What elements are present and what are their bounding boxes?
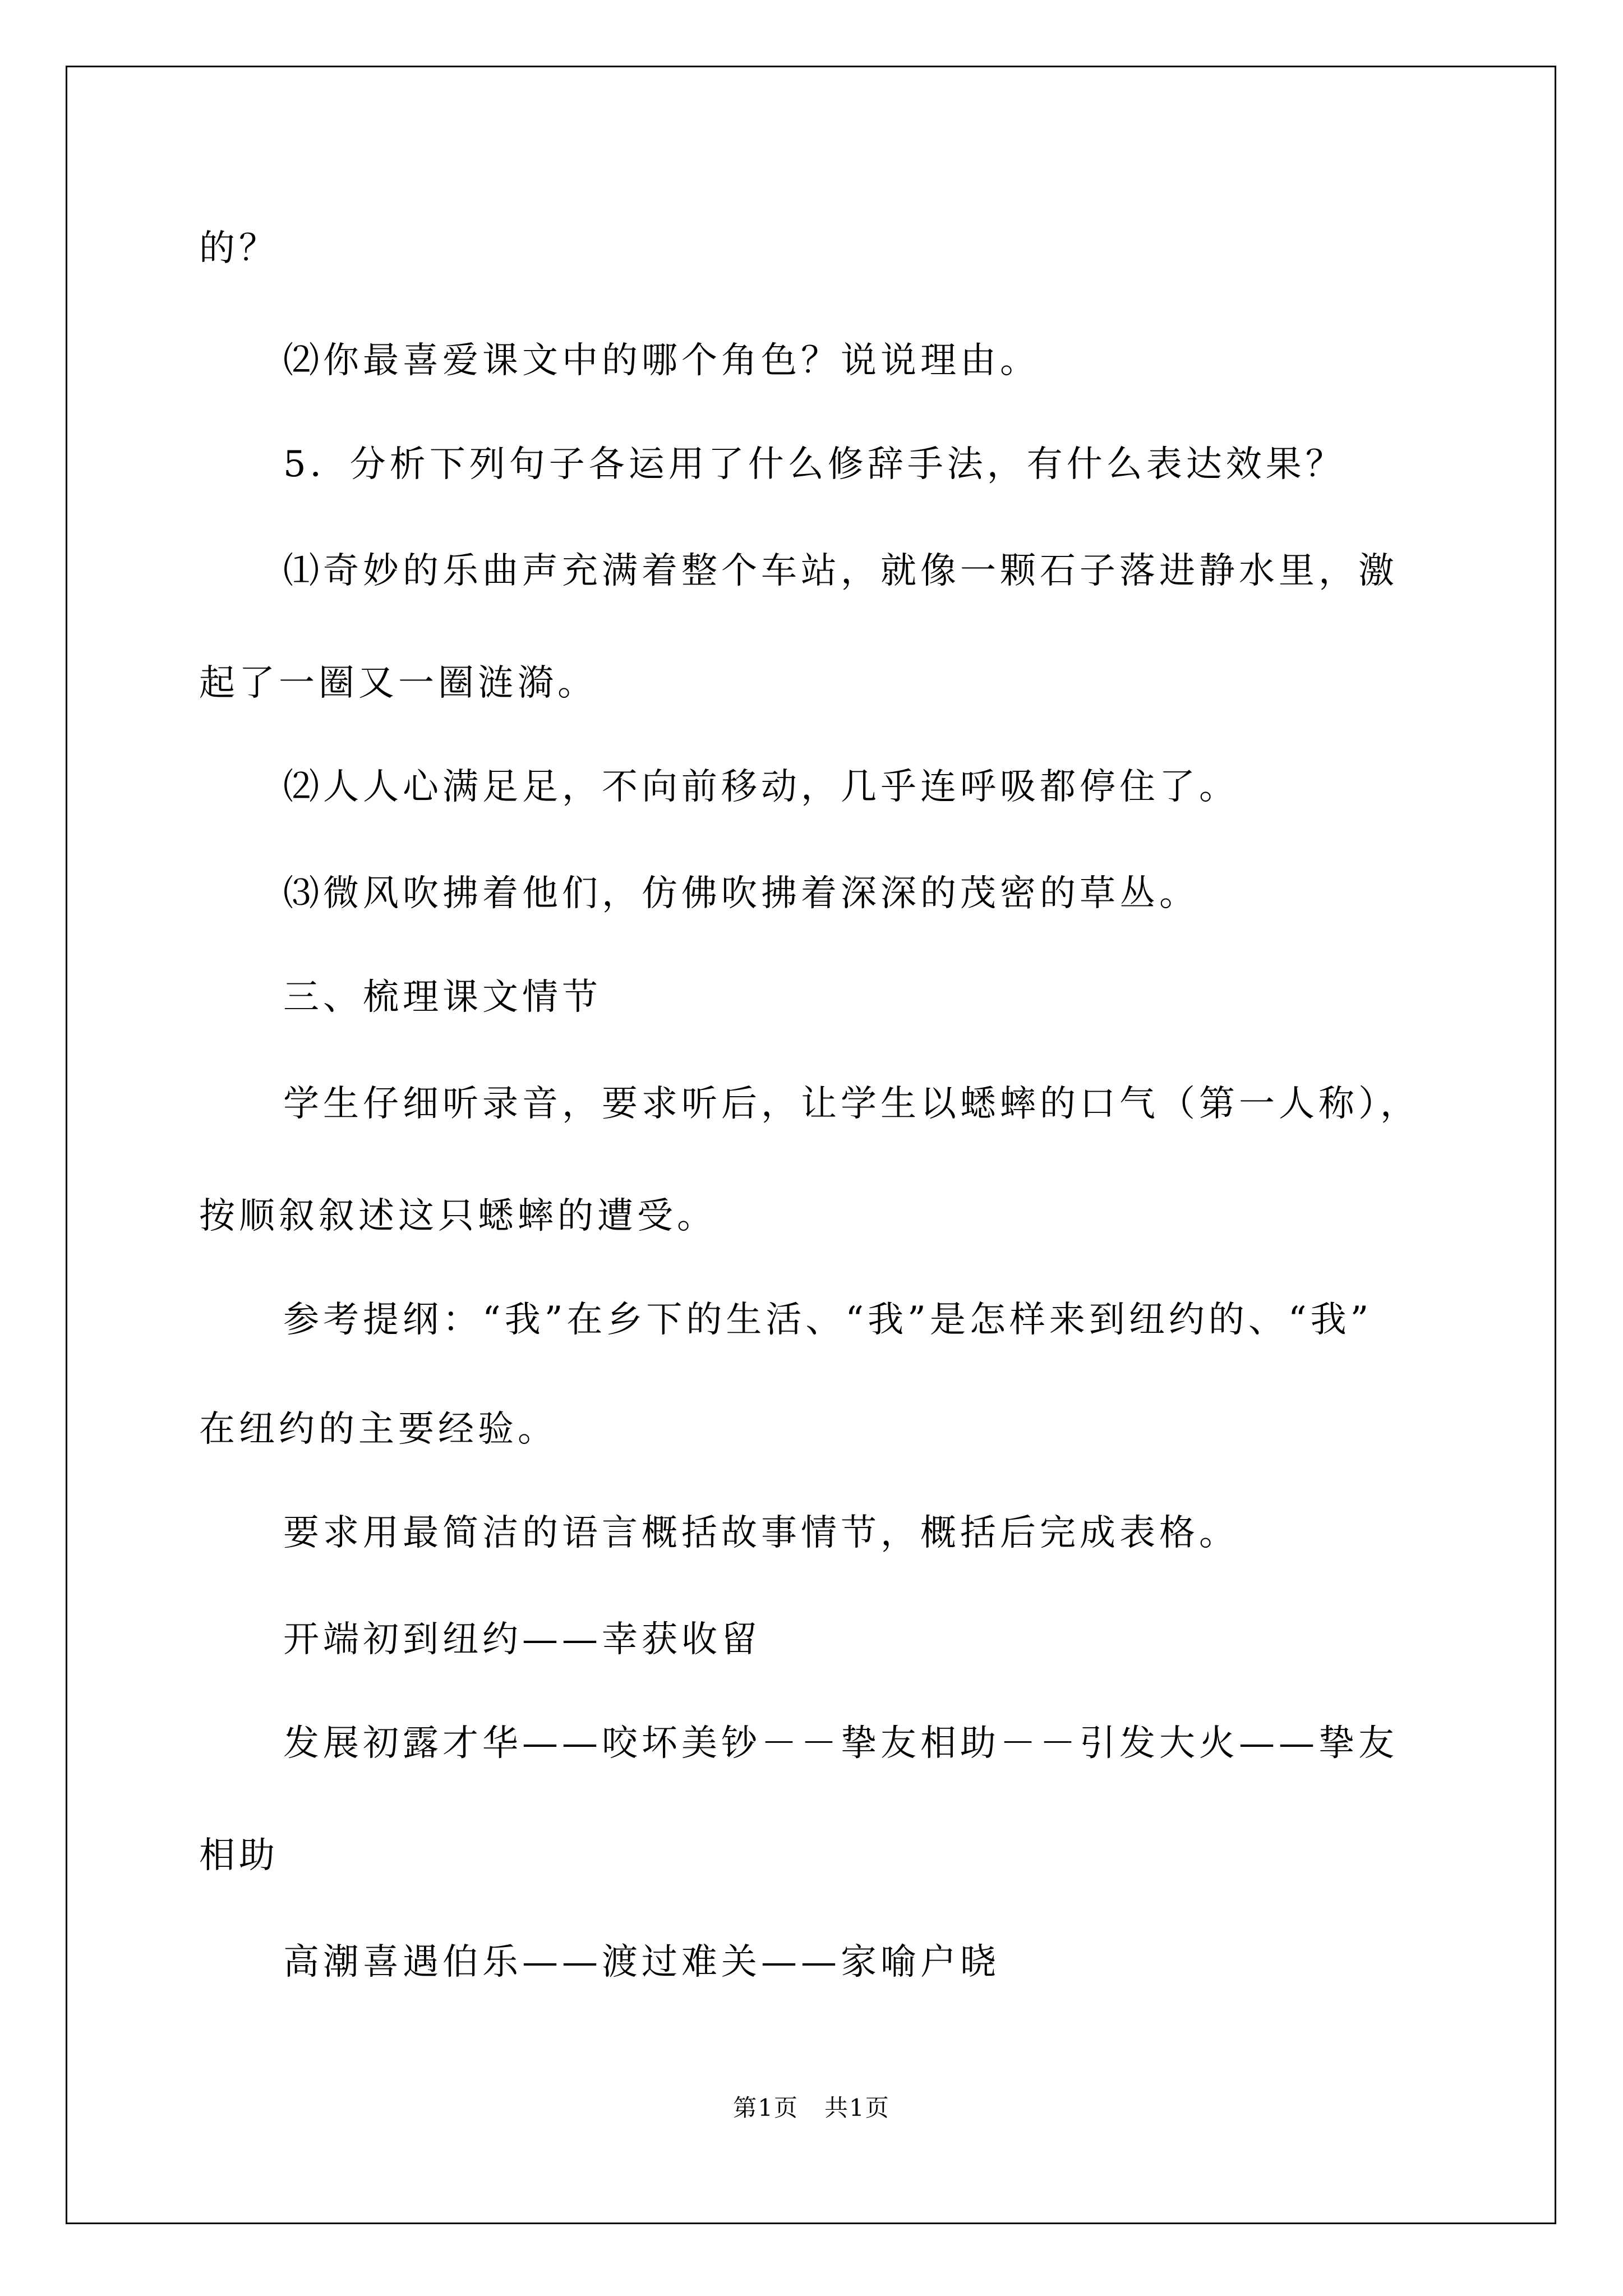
text-line-5: 起了一圈又一圈涟漪。 [199, 662, 597, 704]
text-line-17: 高潮喜遇伯乐——渡过难关——家喻户晓 [283, 1941, 1000, 1983]
page-border [66, 66, 1556, 2224]
text-line-15: 发展初露才华——咬坏美钞－－挚友相助－－引发大火——挚友 [283, 1723, 1398, 1764]
page-footer: 第1页 共1页 [733, 2094, 890, 2122]
text-line-7: ⑶微风吹拂着他们，仿佛吹拂着深深的茂密的草丛。 [283, 873, 1199, 914]
text-line-14: 开端初到纽约——幸获收留 [283, 1619, 761, 1660]
text-line-3: 5．分析下列句子各运用了什么修辞手法，有什么表达效果？ [283, 444, 1345, 485]
text-line-11: 参考提纲：“我”在乡下的生活、“我”是怎样来到纽约的、“我” [283, 1299, 1373, 1341]
text-line-12: 在纽约的主要经验。 [199, 1409, 557, 1450]
text-line-1: 的？ [199, 228, 279, 269]
text-line-9: 学生仔细听录音，要求听后，让学生以蟋蟀的口气（第一人称）， [283, 1083, 1420, 1125]
text-line-10: 按顺叙叙述这只蟋蟀的遭受。 [199, 1195, 717, 1237]
text-line-6: ⑵人人心满足足，不向前移动，几乎连呼吸都停住了。 [283, 766, 1239, 808]
text-line-16: 相助 [199, 1835, 279, 1876]
text-line-4: ⑴奇妙的乐曲声充满着整个车站，就像一颗石子落进静水里，激 [283, 550, 1398, 592]
text-line-2: ⑵你最喜爱课文中的哪个角色？说说理由。 [283, 340, 1040, 381]
section-heading: 三、梳理课文情节 [283, 977, 602, 1018]
text-line-13: 要求用最简洁的语言概括故事情节，概括后完成表格。 [283, 1512, 1239, 1554]
